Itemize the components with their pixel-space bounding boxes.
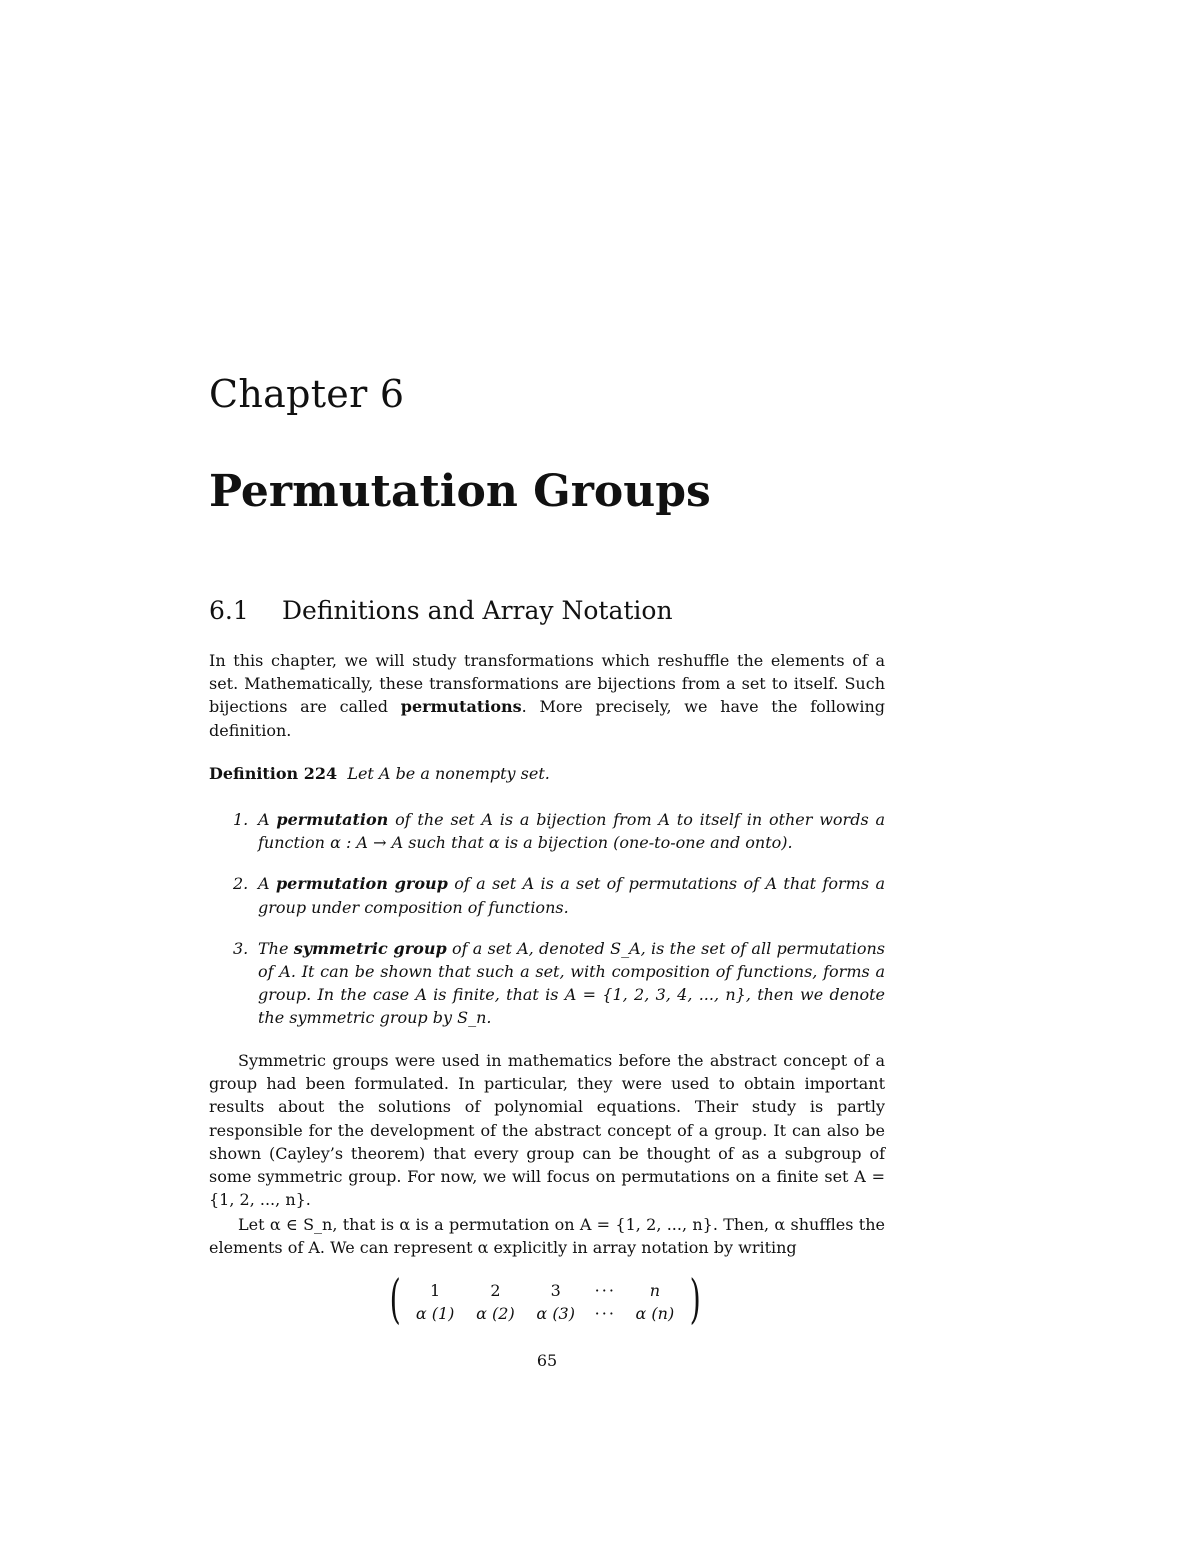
definition-heading-line [209, 762, 885, 785]
array-cell: α (2) [476, 1304, 515, 1323]
definition-item-term: permutation group [275, 874, 448, 894]
definition-lead: Let A be a nonempty set. [347, 764, 550, 783]
page-number: 65 [536, 1351, 558, 1370]
array-cell: n [649, 1281, 661, 1300]
right-parenthesis: ) [689, 1270, 701, 1330]
array-cell: 2 [490, 1281, 501, 1300]
array-cell: 3 [550, 1281, 561, 1300]
definition-item-term: permutation [276, 810, 389, 829]
array-bottom-row [405, 1304, 685, 1323]
array-cell: α (n) [635, 1304, 675, 1323]
intro-text-after: . More precisely, we have the following definition. [209, 697, 885, 740]
intro-bold-term: permutations [400, 697, 522, 717]
definition-list [209, 808, 885, 1048]
definition-item-before: A [258, 874, 276, 894]
array-top-row [405, 1281, 685, 1300]
definition-item-after: of the set A is a bijection from A to itself in other words a function α : A → A such that α is a bijection (one-to-one and onto). [258, 810, 886, 853]
section-heading [209, 596, 673, 625]
definition-item-number: 2. [233, 874, 249, 894]
definition-heading: Definition 224 [209, 764, 338, 783]
array-cell: ··· [594, 1281, 616, 1300]
definition-item [209, 808, 885, 854]
section-title: Definitions and Array Notation [282, 596, 673, 625]
definition-item-before: A [258, 810, 277, 829]
definition-item-number: 1. [233, 810, 249, 829]
definition-item-after: of a set A is a set of permutations of A that forms a group under composition of functions. [258, 874, 885, 917]
definition-item-number: 3. [233, 938, 249, 958]
definition-item-term: symmetric group [293, 938, 447, 958]
left-parenthesis: ( [389, 1270, 401, 1330]
intro-paragraph [209, 649, 885, 742]
array-cell: ··· [594, 1304, 616, 1323]
document-page [209, 0, 885, 1553]
array-notation [385, 1270, 705, 1330]
array-cell: α (3) [536, 1304, 575, 1323]
definition-item [209, 872, 885, 918]
intro-text-before: In this chapter, we will study transformations which reshuffle the elements of a set. Mathematically, these transformations are bijections from a set to itself. Such bijections are called [209, 651, 885, 717]
definition-item-before: The [258, 938, 294, 958]
array-intro-paragraph: Let α ∈ S_n, that is α is a permutation on A = {1, 2, ..., n}. Then, α shuffles the elements of A. We can represent α explicitly in array notation by writing [209, 1215, 885, 1258]
array-cell: 1 [430, 1281, 441, 1300]
section-number: 6.1 [209, 596, 249, 625]
chapter-label: Chapter 6 [209, 372, 405, 416]
array-cell: α (1) [415, 1304, 455, 1323]
definition-item-after: of a set A, denoted S_A, is the set of all permutations of A. It can be shown that such a set, with composition of functions, forms a group. In the case A is finite, that is A = {1, 2, 3, 4, ..., n}, then we denote the symmetric group by S_n. [258, 938, 885, 1028]
history-paragraph: Symmetric groups were used in mathematics before the abstract concept of a group had been formulated. In particular, they were used to obtain important results about the solutions of polynomial equations. Their study is partly responsible for the development of the abstract concept of a group. It can also be shown (Cayley’s theorem) that every group can be thought of as a subgroup of some symmetric group. For now, we will focus on permutations on a finite set A = {1, 2, ..., n}. [209, 1051, 885, 1210]
definition-item [209, 937, 885, 1030]
chapter-title: Permutation Groups [209, 466, 711, 517]
